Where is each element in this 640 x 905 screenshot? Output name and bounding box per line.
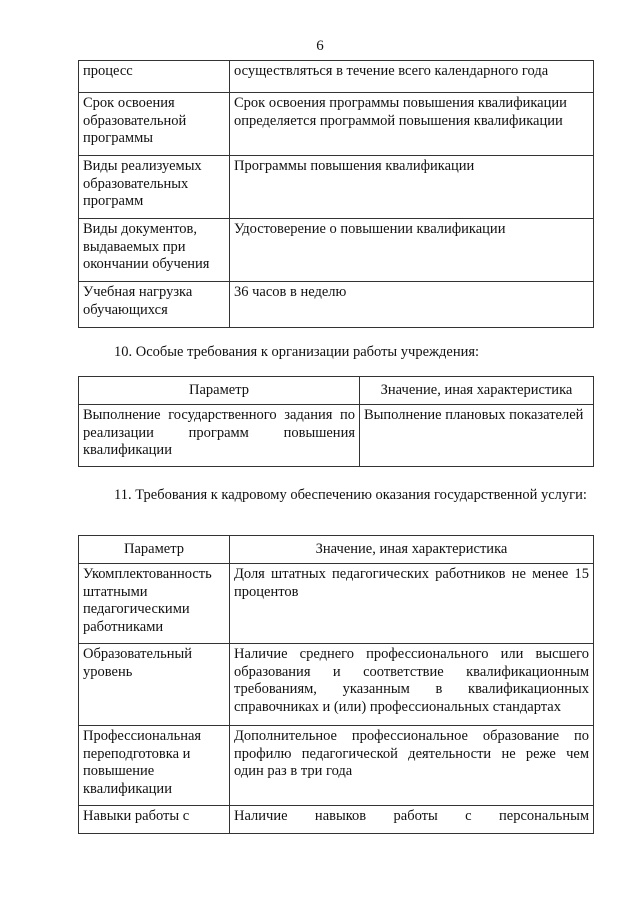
table-row <box>79 156 594 219</box>
table-row <box>79 405 594 467</box>
staffing-requirements-table <box>78 535 594 834</box>
table-row <box>79 564 594 644</box>
section-10-heading: 10. Особые требования к организации работы учреждения: <box>114 344 480 360</box>
value-cell: Дополнительное профессиональное образование по профилю педагогической деятельности не реже чем один раз в три года <box>230 726 594 806</box>
param-cell: Виды документов, выдаваемых при окончании обучения <box>79 219 230 282</box>
value-cell: Выполнение плановых показателей <box>360 405 594 467</box>
param-cell: Навыки работы с <box>79 806 230 834</box>
value-cell: 36 часов в неделю <box>230 282 594 328</box>
section-11-heading: 11. Требования к кадровому обеспечению оказания государственной услуги: <box>114 487 587 503</box>
param-cell: Укомплектованность штатными педагогическими работниками <box>79 564 230 644</box>
table-row <box>79 806 594 834</box>
table-row <box>79 644 594 726</box>
table-row <box>79 219 594 282</box>
param-cell: Образовательный уровень <box>79 644 230 726</box>
value-cell: Наличие среднего профессионального или высшего образования и соответствие квалификационным требованиям, указанным в квалификационных справочниках и (или) профессиональных стандартах <box>230 644 594 726</box>
param-cell: Учебная нагрузка обучающихся <box>79 282 230 328</box>
value-cell: Срок освоения программы повышения квалификации определяется программой повышения квалификации <box>230 93 594 156</box>
column-header-param: Параметр <box>79 377 360 405</box>
column-header-param: Параметр <box>79 536 230 564</box>
param-cell: Срок освоения образовательной программы <box>79 93 230 156</box>
value-cell: Наличие навыков работы с персональным <box>230 806 594 834</box>
column-header-value: Значение, иная характеристика <box>230 536 594 564</box>
param-cell: Выполнение государственного задания по реализации программ повышения квалификации <box>79 405 360 467</box>
value-cell: Удостоверение о повышении квалификации <box>230 219 594 282</box>
table-row <box>79 61 594 93</box>
param-cell: Профессиональная переподготовка и повышение квалификации <box>79 726 230 806</box>
table-header-row <box>79 536 594 564</box>
services-table <box>78 60 594 328</box>
column-header-value: Значение, иная характеристика <box>360 377 594 405</box>
organization-requirements-table <box>78 376 594 467</box>
value-cell: Доля штатных педагогических работников не менее 15 процентов <box>230 564 594 644</box>
table-header-row <box>79 377 594 405</box>
page-number: 6 <box>316 38 324 54</box>
param-cell: процесс <box>79 61 230 93</box>
value-cell: Программы повышения квалификации <box>230 156 594 219</box>
value-cell: осуществляться в течение всего календарного года <box>230 61 594 93</box>
param-cell: Виды реализуемых образовательных программ <box>79 156 230 219</box>
table-row <box>79 282 594 328</box>
table-row <box>79 726 594 806</box>
table-row <box>79 93 594 156</box>
